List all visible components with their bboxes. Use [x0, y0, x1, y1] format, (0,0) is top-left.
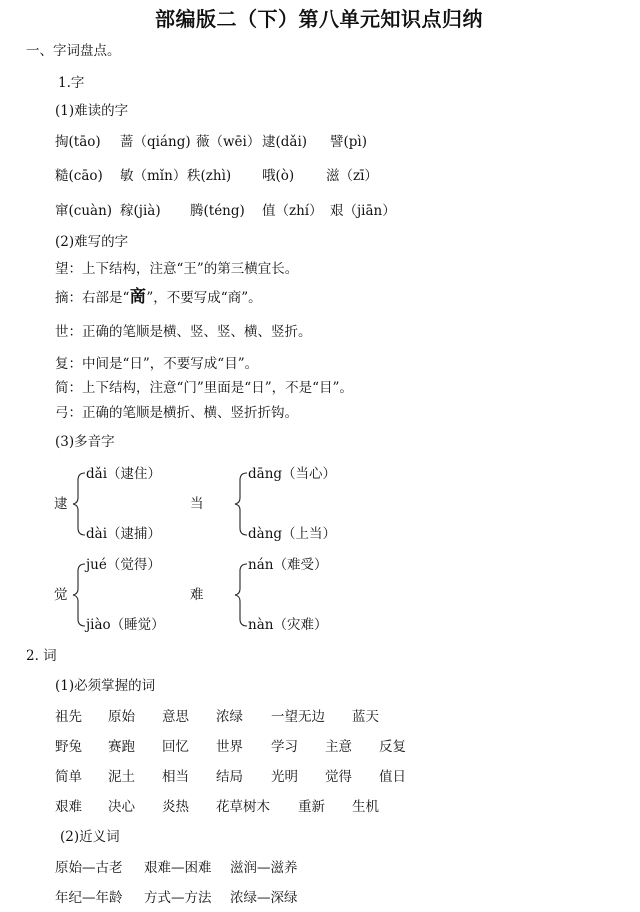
polyphonic-reading: dài（逮捕）	[86, 526, 162, 542]
synonym-pair: 年纪—年龄	[55, 890, 123, 906]
hard-read-item: 糙(cāo)	[55, 168, 103, 184]
polyphonic-reading: dàng（上当）	[248, 526, 337, 542]
hard-write-item	[55, 289, 262, 306]
brace	[234, 472, 248, 536]
brace	[234, 563, 248, 627]
word-item: 简单	[55, 769, 82, 785]
highlighted-character: 啇	[129, 287, 147, 307]
hard-write-item-suffix: ”，不要写成“商”。	[146, 290, 262, 306]
polyphonic-reading: dāng（当心）	[248, 466, 337, 482]
word-item: 世界	[216, 739, 243, 755]
polyphonic-reading: dǎi（逮住）	[86, 466, 162, 482]
synonym-pair: 艰难—困难	[144, 860, 212, 876]
word-item: 相当	[162, 769, 189, 785]
word-item: 祖先	[55, 709, 82, 725]
brace	[72, 472, 86, 536]
synonym-pair: 方式—方法	[144, 890, 212, 906]
word-item: 花草树木	[216, 799, 270, 815]
synonyms-heading: (2)近义词	[60, 829, 120, 845]
word-item: 炎热	[162, 799, 189, 815]
hard-write-item: 世：正确的笔顺是横、竖、竖、横、竖折。	[55, 324, 312, 340]
word-item: 艰难	[55, 799, 82, 815]
hard-write-item: 简：上下结构，注意“门”里面是“日”，不是“目”。	[55, 380, 353, 396]
brace	[72, 563, 86, 627]
word-item: 回忆	[162, 739, 189, 755]
polyphonic-char: 难	[190, 587, 204, 603]
word-item: 重新	[298, 799, 325, 815]
section-1-heading: 一、字词盘点。	[26, 43, 121, 59]
polyphonic-heading: (3)多音字	[55, 434, 115, 450]
hard-read-item: 逮(dǎi)	[262, 134, 308, 150]
word-item: 值日	[379, 769, 406, 785]
synonym-pair: 原始—古老	[55, 860, 123, 876]
hard-read-item: 譬(pì)	[330, 134, 367, 150]
polyphonic-char: 逮	[54, 496, 68, 512]
hard-read-heading: (1)难读的字	[55, 103, 129, 119]
hard-read-item: 敏（mǐn）	[120, 168, 187, 184]
hard-read-item: 艰（jiān）	[330, 203, 396, 219]
hard-write-item: 望：上下结构，注意“王”的第三横宜长。	[55, 261, 299, 277]
synonym-pair: 滋润—滋养	[230, 860, 298, 876]
subsection-characters: 1.字	[58, 75, 85, 91]
polyphonic-reading: nàn（灾难）	[248, 617, 328, 633]
section-2-heading: 2. 词	[26, 648, 57, 664]
word-item: 反复	[379, 739, 406, 755]
must-know-heading: (1)必须掌握的词	[55, 678, 156, 694]
word-item: 觉得	[325, 769, 352, 785]
word-item: 生机	[352, 799, 379, 815]
hard-read-item: 哦(ò)	[262, 168, 295, 184]
hard-write-item: 复：中间是“日”，不要写成“目”。	[55, 356, 259, 372]
synonym-pair: 浓绿—深绿	[230, 890, 298, 906]
hard-read-item: 滋（zī）	[326, 168, 378, 184]
polyphonic-char: 觉	[54, 587, 68, 603]
word-item: 意思	[162, 709, 189, 725]
word-item: 赛跑	[108, 739, 135, 755]
word-item: 结局	[216, 769, 243, 785]
polyphonic-reading: jiào（睡觉）	[86, 617, 165, 633]
page-title: 部编版二（下）第八单元知识点归纳	[155, 7, 483, 31]
word-item: 一望无边	[271, 709, 325, 725]
word-item: 决心	[108, 799, 135, 815]
hard-read-item: 薇（wēi）	[196, 134, 261, 150]
hard-read-item: 值（zhí）	[262, 203, 323, 219]
hard-write-item-prefix: 摘：右部是“	[55, 290, 130, 306]
word-item: 野兔	[55, 739, 82, 755]
polyphonic-reading: jué（觉得）	[86, 557, 161, 573]
hard-read-item: 掏(tāo)	[55, 134, 101, 150]
hard-read-item: 蔷（qiáng)	[120, 134, 191, 150]
word-item: 浓绿	[216, 709, 243, 725]
hard-write-heading: (2)难写的字	[55, 234, 129, 250]
hard-write-item: 弓：正确的笔顺是横折、横、竖折折钩。	[55, 405, 298, 421]
polyphonic-reading: nán（难受）	[248, 557, 328, 573]
word-item: 主意	[325, 739, 352, 755]
word-item: 光明	[271, 769, 298, 785]
polyphonic-char: 当	[190, 496, 204, 512]
hard-read-item: 窜(cuàn)	[55, 203, 113, 219]
word-item: 蓝天	[352, 709, 379, 725]
hard-read-item: 秩(zhì)	[187, 168, 232, 184]
hard-read-item: 稼(jià)	[120, 203, 161, 219]
hard-read-item: 腾(téng)	[190, 203, 245, 219]
word-item: 泥土	[108, 769, 135, 785]
word-item: 学习	[271, 739, 298, 755]
word-item: 原始	[108, 709, 135, 725]
